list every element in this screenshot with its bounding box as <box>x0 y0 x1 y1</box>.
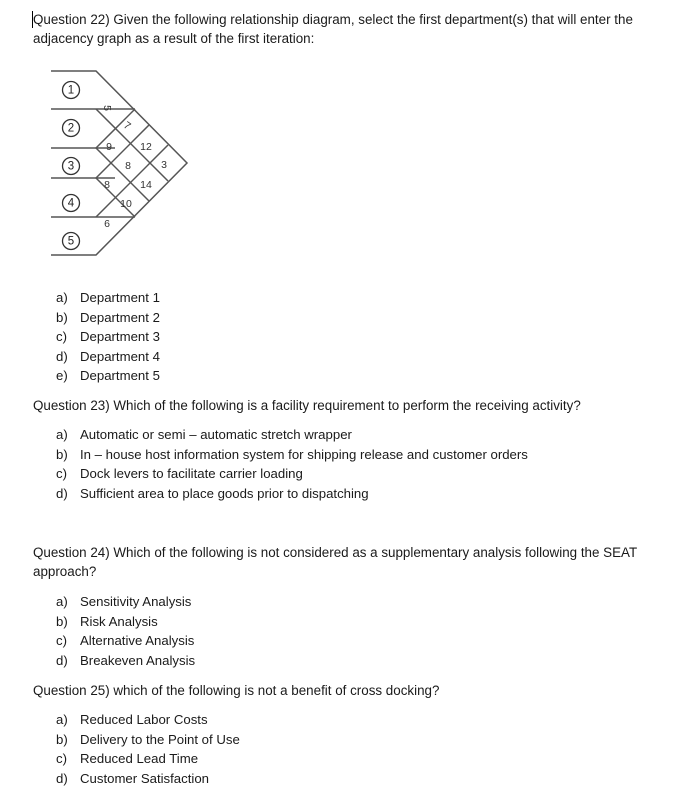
option-b[interactable]: b) In – house host information system for shipping release and customer orders <box>56 446 528 462</box>
relationship-2-5: 14 <box>140 179 152 191</box>
question-25-text: Question 25) which of the following is not a benefit of cross docking? <box>33 683 440 698</box>
department-1-label: 1 <box>67 84 75 97</box>
department-4-label: 4 <box>67 197 75 210</box>
option-a[interactable]: a) Reduced Labor Costs <box>56 712 208 727</box>
department-3-label: 3 <box>67 160 75 173</box>
option-a[interactable]: a) Department 1 <box>56 290 160 305</box>
question-24-text: Question 24) Which of the following is not considered as a supplementary analysis following the SEAT approach? <box>33 545 637 579</box>
option-d[interactable]: d) Breakeven Analysis <box>56 652 196 668</box>
relationship-1-2: 5 <box>101 105 113 111</box>
department-5-label: 5 <box>67 235 75 248</box>
question-23-text: Question 23) Which of the following is a facility requirement to perform the receiving activity? <box>33 398 581 413</box>
relationship-3-4: 8 <box>104 179 110 191</box>
option-c[interactable]: c) Alternative Analysis <box>56 633 195 648</box>
relationship-2-3: 9 <box>106 141 112 153</box>
option-d[interactable]: d) Customer Satisfaction <box>56 770 209 786</box>
option-d[interactable]: d) Department 4 <box>56 348 160 364</box>
option-b[interactable]: b) Delivery to the Point of Use <box>56 731 240 747</box>
relationship-1-5: 3 <box>161 159 167 171</box>
question-23-options <box>56 425 528 503</box>
question-25-options <box>56 710 240 788</box>
relationship-2-4: 8 <box>125 160 131 172</box>
option-b[interactable]: b) Department 2 <box>56 309 160 325</box>
relationship-1-3: 7 <box>121 119 133 133</box>
relationship-3-5: 10 <box>120 198 132 210</box>
relationship-1-4: 12 <box>140 141 152 153</box>
question-24-options <box>56 592 195 670</box>
relationship-4-5: 6 <box>104 218 110 230</box>
relationship-diagram <box>44 68 194 268</box>
question-22-text: Question 22) Given the following relationship diagram, select the first department(s) that will enter the adjacency graph as a result of the first iteration: <box>33 12 633 46</box>
option-a[interactable]: a) Sensitivity Analysis <box>56 594 192 609</box>
option-e[interactable]: e) Department 5 <box>56 368 160 383</box>
question-22-options <box>56 288 160 386</box>
option-c[interactable]: c) Department 3 <box>56 329 160 344</box>
option-a[interactable]: a) Automatic or semi – automatic stretch wrapper <box>56 427 352 442</box>
option-c[interactable]: c) Dock levers to facilitate carrier loading <box>56 466 303 481</box>
option-b[interactable]: b) Risk Analysis <box>56 613 158 629</box>
option-c[interactable]: c) Reduced Lead Time <box>56 751 199 766</box>
department-2-label: 2 <box>67 122 75 135</box>
option-d[interactable]: d) Sufficient area to place goods prior to dispatching <box>56 485 369 501</box>
